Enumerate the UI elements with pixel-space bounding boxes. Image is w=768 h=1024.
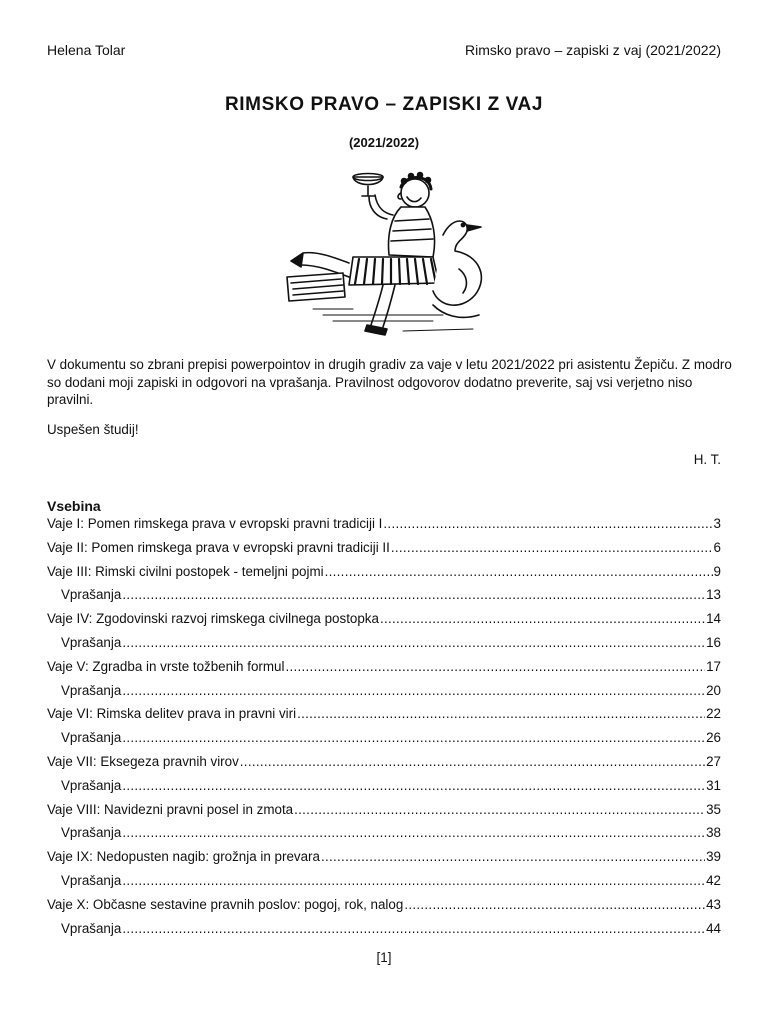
toc-leader-dots [325,564,713,579]
toc-entry-label: Vprašanja [61,872,122,888]
toc-entry-label: Vprašanja [61,825,122,841]
toc-entry[interactable] [47,516,721,540]
toc-entry-page: 44 [706,920,721,936]
toc-leader-dots [404,897,705,912]
toc-entry-page: 9 [713,563,721,579]
toc-entry-page: 26 [706,730,721,746]
toc-entry-page: 31 [706,777,721,793]
toc-subentry[interactable] [47,825,721,849]
toc-leader-dots [294,802,705,817]
toc-leader-dots [285,659,705,674]
toc-entry-page: 13 [706,587,721,603]
header-author: Helena Tolar [47,42,126,58]
toc-entry-page: 20 [706,682,721,698]
toc-entry-page: 17 [706,658,721,674]
toc-entry-label: Vaje IX: Nedopusten nagib: grožnja in prevara [47,849,320,865]
toc-leader-dots [391,540,713,555]
toc-subentry[interactable] [47,587,721,611]
document-year: (2021/2022) [348,135,420,150]
toc-entry[interactable] [47,706,721,730]
toc-entry-page: 35 [706,801,721,817]
toc-entry-label: Vaje I: Pomen rimskega prava v evropski pravni tradiciji I [47,516,383,531]
toc-leader-dots [122,873,705,888]
toc-subentry[interactable] [47,683,721,707]
toc-entry-label: Vaje IV: Zgodovinski razvoj rimskega civilnega postopka [47,611,379,627]
toc-entry-page: 22 [706,706,721,722]
toc-entry-page: 27 [706,753,721,769]
toc-leader-dots [122,587,705,602]
toc-leader-dots [383,516,712,531]
toc-leader-dots [321,849,705,864]
toc-leader-dots [122,778,705,793]
toc-entry[interactable] [47,802,721,826]
toc-entry[interactable] [47,897,721,921]
toc-entry-page: 16 [706,634,721,650]
toc-entry[interactable] [47,540,721,564]
intro-paragraph [47,356,737,409]
toc-entry-page: 42 [706,872,721,888]
toc-subentry[interactable] [47,730,721,754]
toc-leader-dots [122,730,705,745]
toc-leader-dots [297,706,705,721]
toc-entry-label: Vaje VIII: Navidezni pravni posel in zmota [47,801,294,817]
toc-leader-dots [380,611,705,626]
toc-heading: Vsebina [47,498,101,514]
toc-entry-label: Vaje X: Občasne sestavine pravnih poslov: pogoj, rok, nalog [47,896,404,912]
toc-entry-label: Vaje V: Zgradba in vrste tožbenih formul [47,658,285,674]
toc-entry[interactable] [47,659,721,683]
toc-entry-label: Vaje III: Rimski civilni postopek - temeljni pojmi [47,563,324,579]
toc-entry-label: Vprašanja [61,730,122,746]
toc-subentry[interactable] [47,778,721,802]
reclining-roman-figure-with-goblet-and-goose-icon [283,165,495,343]
signature: H. T. [693,452,721,467]
toc-entry[interactable] [47,849,721,873]
toc-entry[interactable] [47,564,721,588]
toc-entry-page: 39 [706,849,721,865]
toc-leader-dots [122,825,705,840]
toc-leader-dots [240,754,705,769]
toc-entry-label: Vprašanja [61,920,122,936]
intro-text: V dokumentu so zbrani prepisi powerpointov in drugih gradiv za vaje v letu 2021/2022 pri asistentu Žepiču. Z modro so dodani moji zapiski in odgovori na vprašanja. Pravilnost odgovorov dodatno preverite, saj vsi verjetno niso pravilni. [47,357,732,407]
toc-subentry[interactable] [47,873,721,897]
document-title: RIMSKO PRAVO – ZAPISKI Z VAJ [224,94,544,115]
toc-entry-label: Vaje VII: Eksegeza pravnih virov [47,753,239,769]
toc-entry-label: Vprašanja [61,634,122,650]
toc-entry-page: 6 [713,539,721,555]
toc-entry[interactable] [47,611,721,635]
toc-entry[interactable] [47,754,721,778]
toc-entry-label: Vprašanja [61,682,122,698]
table-of-contents [47,516,721,944]
toc-entry-page: 3 [713,516,721,531]
header-document-title: Rimsko pravo – zapiski z vaj (2021/2022) [464,42,721,58]
toc-leader-dots [122,635,705,650]
toc-subentry[interactable] [47,635,721,659]
toc-entry-label: Vprašanja [61,777,122,793]
toc-leader-dots [122,921,705,936]
closing-line: Uspešen študij! [47,422,139,437]
toc-entry-page: 43 [706,896,721,912]
toc-entry-label: Vaje II: Pomen rimskega prava v evropski pravni tradiciji II [47,539,390,555]
toc-entry-page: 38 [706,825,721,841]
toc-entry-label: Vprašanja [61,587,122,603]
toc-entry-label: Vaje VI: Rimska delitev prava in pravni viri [47,706,297,722]
toc-leader-dots [122,683,705,698]
toc-entry-page: 14 [706,611,721,627]
page-number: [1] [376,950,392,965]
toc-subentry[interactable] [47,921,721,945]
